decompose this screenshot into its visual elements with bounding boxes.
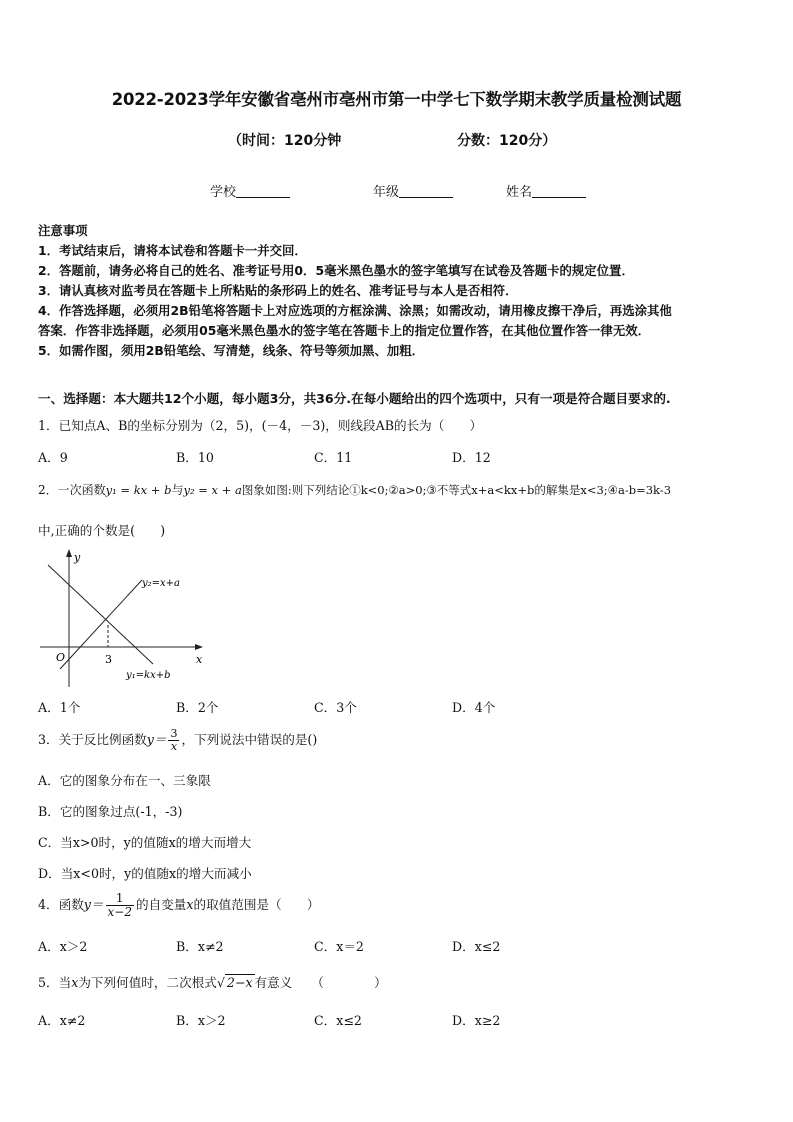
question-2-stem	[38, 481, 671, 498]
q3-denominator: x	[170, 740, 178, 753]
q1-option-b[interactable]: B．10	[176, 450, 214, 465]
y-axis-label: y	[74, 551, 81, 564]
q4-fraction	[106, 892, 134, 919]
question-5-stem	[38, 972, 387, 991]
note-item: 答案．作答非选择题，必须用05毫米黑色墨水的签字笔在答题卡上的指定位置作答，在其他位置作答一律无效．	[38, 323, 650, 338]
q2-graph	[38, 547, 213, 687]
line-y2	[60, 580, 142, 669]
q3-prefix: 3．关于反比例函数	[38, 732, 147, 747]
q5-mid: 为下列何值时，二次根式	[78, 975, 217, 990]
note-item: 1．考试结束后，请将本试卷和答题卡一并交回．	[38, 243, 307, 258]
tick-label-3: 3	[105, 653, 112, 666]
q2-suffix: 图象如图:则下列结论①k<0;②a>0;③不等式x+a<kx+b的解集是x<3;④a-b=3k-3	[241, 483, 672, 497]
x-axis-label: x	[196, 653, 203, 666]
q4-denominator: x−2	[107, 905, 132, 919]
q4-suffix: 的取值范围是（ ）	[193, 897, 320, 912]
school-blank	[236, 184, 290, 198]
q5-option-b[interactable]: B．x＞2	[176, 1013, 226, 1028]
q1-option-a[interactable]: A．9	[38, 450, 68, 465]
q3-lhs: y＝	[146, 732, 167, 747]
note-item: 5．如需作图，须用2B铅笔绘、写清楚，线条、符号等须加黑、加粗．	[38, 343, 425, 358]
q4-mid: 的自变量	[135, 897, 187, 912]
q3-option-b[interactable]: B．它的图象过点(-1，-3)	[38, 804, 183, 819]
q3-fraction	[168, 728, 179, 753]
q3-option-a[interactable]: A．它的图象分布在一、三象限	[38, 773, 211, 788]
question-4-stem	[38, 892, 319, 919]
notes-heading: 注意事项	[38, 223, 88, 238]
q1-option-c[interactable]: C．11	[314, 450, 353, 465]
x-axis-arrow-icon	[195, 644, 203, 650]
note-item: 3．请认真核对监考员在答题卡上所粘贴的条形码上的姓名、准考证号与本人是否相符．	[38, 283, 518, 298]
q3-option-c[interactable]: C．当x>0时，y的值随x的增大而增大	[38, 835, 252, 850]
q2-y1-formula: y₁ = kx + b	[105, 483, 172, 497]
grade-blank	[399, 184, 453, 198]
q5-option-a[interactable]: A．x≠2	[38, 1013, 86, 1028]
grade-label: 年级	[373, 185, 400, 200]
q2-option-c[interactable]: C．3个	[314, 700, 357, 715]
q5-var: x	[71, 975, 79, 990]
q1-option-d[interactable]: D．12	[452, 450, 491, 465]
section-heading: 一、选择题：本大题共12个小题，每小题3分，共36分.在每小题给出的四个选项中，只有一项是符合题目要求的.	[38, 391, 671, 406]
q4-prefix: 4．函数	[38, 897, 84, 912]
q2-option-a[interactable]: A．1个	[38, 700, 81, 715]
q2-y2-formula: y₂ = x + a	[183, 483, 242, 497]
q4-option-b[interactable]: B．x≠2	[176, 939, 224, 954]
q4-var: x	[186, 897, 194, 912]
exam-time: （时间：120分钟	[228, 133, 342, 149]
question-2-line2: 中,正确的个数是( )	[38, 523, 166, 538]
q3-option-d[interactable]: D．当x<0时，y的值随x的增大而减小	[38, 866, 252, 881]
school-label: 学校	[210, 185, 237, 200]
name-blank	[532, 184, 586, 198]
label-y1: y₁=kx+b	[126, 670, 171, 681]
question-1-stem: 1．已知点A、B的坐标分别为（2，5)，(－4，－3)，则线段AB的长为（ ）	[38, 418, 483, 433]
q5-radicand: 2−x	[226, 975, 253, 990]
question-3-stem	[38, 728, 317, 753]
q4-numerator: 1	[106, 892, 134, 906]
q5-suffix: 有意义 （ ）	[254, 975, 387, 990]
page-title: 2022-2023学年安徽省亳州市亳州市第一中学七下数学期末教学质量检测试题	[111, 90, 682, 109]
line-y1	[48, 565, 153, 664]
q4-lhs: y＝	[83, 897, 104, 912]
q3-suffix: ，下列说法中错误的是()	[181, 732, 318, 747]
name-field[interactable]	[506, 181, 586, 200]
q2-option-d[interactable]: D．4个	[452, 700, 496, 715]
q4-option-d[interactable]: D．x≤2	[452, 939, 501, 954]
label-y2: y₂=x+a	[142, 578, 181, 589]
q2-option-b[interactable]: B．2个	[176, 700, 219, 715]
sqrt-icon: √	[216, 975, 225, 990]
q2-mid: 与	[171, 483, 184, 497]
origin-label: O	[56, 651, 66, 664]
q5-option-c[interactable]: C．x≤2	[314, 1013, 362, 1028]
exam-score: 分数：120分）	[457, 133, 557, 149]
grade-field[interactable]	[373, 181, 453, 200]
name-label: 姓名	[506, 185, 533, 200]
notes-block	[38, 221, 672, 361]
q5-option-d[interactable]: D．x≥2	[452, 1013, 501, 1028]
q4-option-a[interactable]: A．x＞2	[38, 939, 88, 954]
q2-prefix: 2．一次函数	[38, 483, 106, 497]
q3-numerator: 3	[170, 727, 178, 740]
school-field[interactable]	[210, 181, 290, 200]
note-item: 4．作答选择题，必须用2B铅笔将答题卡上对应选项的方框涂满、涂黑；如需改动，请用橡皮擦干净后，再选涂其他	[38, 303, 672, 318]
y-axis-arrow-icon	[66, 549, 72, 557]
note-item: 2．答题前，请务必将自己的姓名、准考证号用0．5毫米黑色墨水的签字笔填写在试卷及答题卡的规定位置．	[38, 263, 634, 278]
q5-prefix: 5．当	[38, 975, 72, 990]
q4-option-c[interactable]: C．x＝2	[314, 939, 364, 954]
